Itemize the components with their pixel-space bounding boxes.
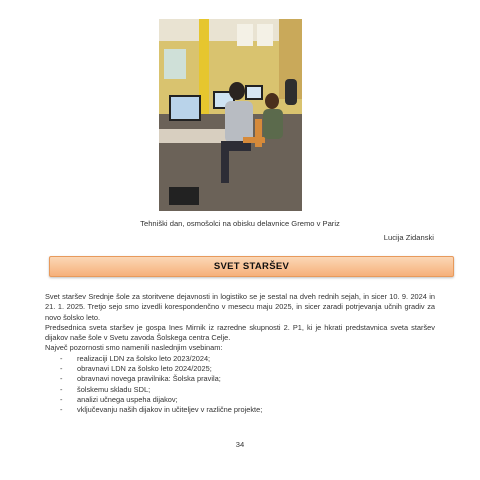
classroom-photo: [159, 19, 302, 211]
bullet-dash: -: [60, 384, 63, 394]
list-item: - realizaciji LDN za šolsko leto 2023/2024;: [45, 354, 435, 364]
section-heading: SVET STARŠEV: [213, 261, 290, 272]
photo-caption: Tehniški dan, osmošolci na obisku delavnice Gremo v Pariz: [140, 219, 340, 228]
topics-list: [45, 354, 435, 416]
author-name: Lucija Zidanski: [383, 233, 434, 242]
list-item: - obravnavi novega pravilnika: Šolska pravila;: [45, 374, 435, 384]
paragraph: Predsednica sveta staršev je gospa Ines Mirnik iz razredne skupnosti 2. P1, ki je hkrati predstavnica sveta staršev dijakov naše šole v Svetu zavoda Šolskega centra Celje.: [45, 322, 435, 343]
bullet-dash: -: [60, 374, 63, 384]
bullet-dash: -: [60, 394, 63, 404]
bullet-dash: -: [60, 353, 63, 363]
section-heading-banner: [49, 256, 454, 277]
bullet-dash: -: [60, 364, 63, 374]
body-text: [45, 292, 435, 416]
list-item: - vključevanju naših dijakov in učiteljev v različne projekte;: [45, 405, 435, 415]
paragraph: Največ pozornosti smo namenili naslednjim vsebinam:: [45, 343, 223, 353]
list-item: - analizi učnega uspeha dijakov;: [45, 395, 435, 405]
list-item: - šolskemu skladu SDL;: [45, 385, 435, 395]
bullet-dash: -: [60, 405, 63, 415]
list-item: - obravnavi LDN za šolsko leto 2024/2025;: [45, 364, 435, 374]
page-number: 34: [235, 440, 245, 449]
paragraph: Svet staršev Srednje šole za storitvene dejavnosti in logistiko se je sestal na dveh rednih sejah, in sicer 10. 9. 2024 in 21. 1. 2025. Tretjo sejo smo izvedli korespondenčno v mesecu maju 2025, in sicer zaradi potrjevanja učnih gradiv za novo šolsko leto.: [45, 292, 435, 322]
